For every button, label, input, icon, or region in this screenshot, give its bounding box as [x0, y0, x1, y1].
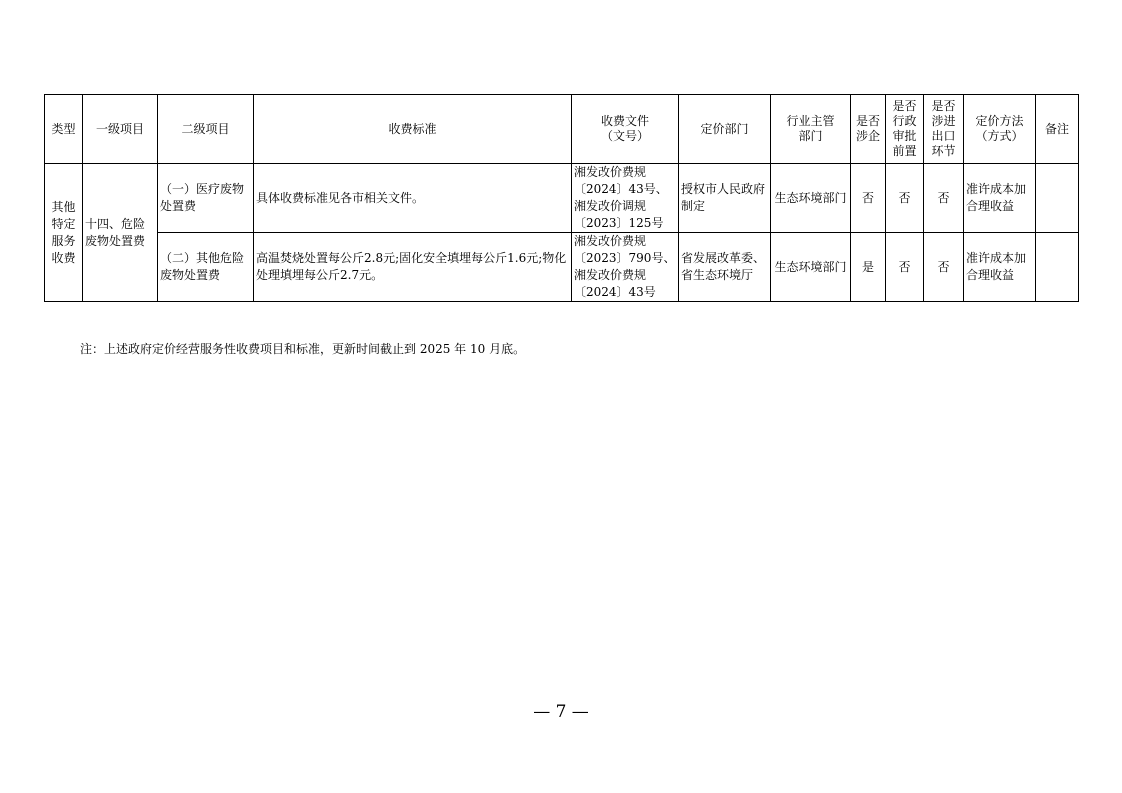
header-type: 类型 — [45, 95, 83, 164]
header-row — [45, 95, 1079, 164]
header-import-export: 是否 涉进 出口 环节 — [924, 95, 964, 164]
remarks-cell — [1036, 233, 1079, 302]
page-number: — 7 — — [533, 702, 589, 722]
header-admin-approval: 是否 行政 审批 前置 — [886, 95, 924, 164]
level2-item-cell: （一）医疗废物处置费 — [158, 164, 254, 233]
standard-cell: 高温焚烧处置每公斤2.8元;固化安全填埋每公斤1.6元;物化处理填埋每公斤2.7元。 — [254, 233, 572, 302]
category-cell: 其他 特定 服务 收费 — [45, 164, 83, 302]
table-row — [45, 233, 1079, 302]
header-pricing-method: 定价方法 （方式） — [964, 95, 1036, 164]
document-cell: 湘发改价费规〔2023〕790号、湘发改价费规〔2024〕43号 — [572, 233, 679, 302]
remarks-cell — [1036, 164, 1079, 233]
standard-cell: 具体收费标准见各市相关文件。 — [254, 164, 572, 233]
header-level2: 二级项目 — [158, 95, 254, 164]
import-export-cell: 否 — [924, 233, 964, 302]
header-document: 收费文件 （文号） — [572, 95, 679, 164]
pricing-dept-cell: 省发展改革委、省生态环境厅 — [679, 233, 771, 302]
fee-table — [44, 94, 1079, 302]
footnote: 注：上述政府定价经营服务性收费项目和标准，更新时间截止到 2025 年 10 月底。 — [80, 342, 526, 356]
pricing-dept-cell: 授权市人民政府制定 — [679, 164, 771, 233]
header-pricing-dept: 定价部门 — [679, 95, 771, 164]
table-row — [45, 164, 1079, 233]
header-standard: 收费标准 — [254, 95, 572, 164]
admin-approval-cell: 否 — [886, 233, 924, 302]
pricing-method-cell: 准许成本加合理收益 — [964, 233, 1036, 302]
import-export-cell: 否 — [924, 164, 964, 233]
document-cell: 湘发改价费规〔2024〕43号、湘发改价调规〔2023〕125号 — [572, 164, 679, 233]
header-involves-enterprise: 是否 涉企 — [851, 95, 886, 164]
header-remarks: 备注 — [1036, 95, 1079, 164]
industry-dept-cell: 生态环境部门 — [771, 164, 851, 233]
involves-enterprise-cell: 是 — [851, 233, 886, 302]
industry-dept-cell: 生态环境部门 — [771, 233, 851, 302]
involves-enterprise-cell: 否 — [851, 164, 886, 233]
level2-item-cell: （二）其他危险废物处置费 — [158, 233, 254, 302]
header-level1: 一级项目 — [83, 95, 158, 164]
level1-item-cell: 十四、危险废物处置费 — [83, 164, 158, 302]
pricing-method-cell: 准许成本加合理收益 — [964, 164, 1036, 233]
admin-approval-cell: 否 — [886, 164, 924, 233]
header-industry-dept: 行业主管 部门 — [771, 95, 851, 164]
